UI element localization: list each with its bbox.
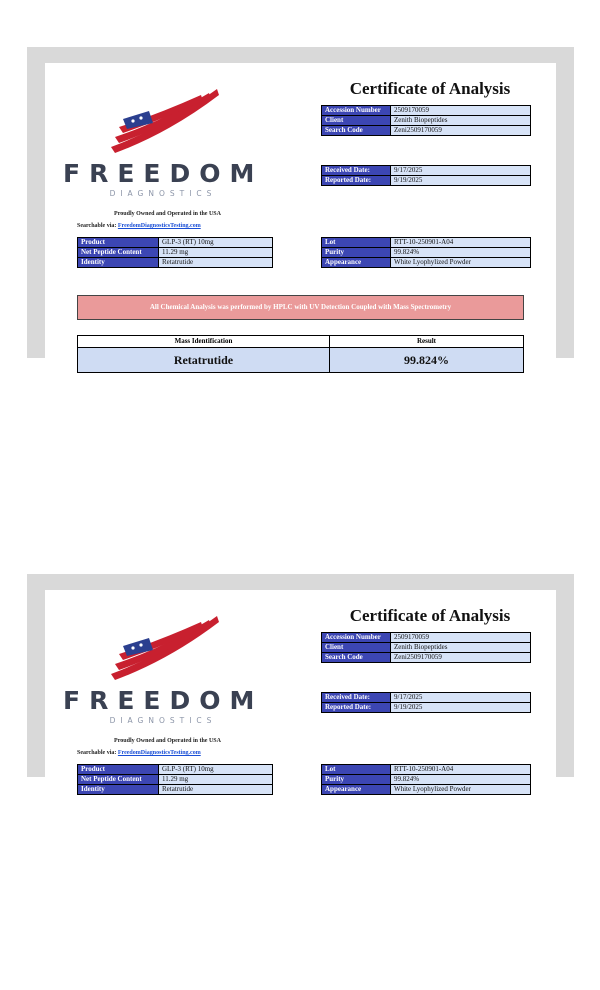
lot-table (321, 764, 531, 795)
searchable-line (77, 223, 201, 229)
net-peptide-value: 11.29 mg (159, 775, 273, 785)
received-date-value: 9/17/2025 (391, 166, 531, 176)
table-row (322, 633, 531, 643)
result-header: Result (329, 336, 523, 348)
accession-table (321, 105, 531, 136)
appearance-value: White Lyophylized Powder (391, 785, 531, 795)
mass-identification-header: Mass Identification (78, 336, 330, 348)
identity-value: Retatrutide (159, 258, 273, 268)
results-table (77, 335, 524, 373)
table-row (78, 348, 524, 373)
client-label: Client (322, 643, 391, 653)
freedom-diagnostics-logo (63, 83, 263, 213)
received-date-value: 9/17/2025 (391, 693, 531, 703)
table-row (322, 176, 531, 186)
searchable-link[interactable]: FreedomDiagnosticsTesting.com (117, 223, 201, 229)
result-value: 99.824% (329, 348, 523, 373)
table-row (322, 248, 531, 258)
appearance-label: Appearance (322, 258, 391, 268)
page-thumbnail-1[interactable] (27, 47, 574, 367)
accession-table (321, 632, 531, 663)
client-label: Client (322, 116, 391, 126)
table-row (78, 785, 273, 795)
table-row (322, 126, 531, 136)
searchable-label: Searchable via: (77, 223, 117, 229)
brand-subword: DIAGNOSTICS (109, 716, 217, 725)
table-row (322, 258, 531, 268)
client-value: Zenith Biopeptides (391, 643, 531, 653)
table-row (322, 116, 531, 126)
net-peptide-label: Net Peptide Content (78, 248, 159, 258)
table-row (78, 336, 524, 348)
identity-label: Identity (78, 258, 159, 268)
table-row (78, 238, 273, 248)
search-code-value: Zeni2509170059 (391, 126, 531, 136)
table-row (322, 653, 531, 663)
lot-label: Lot (322, 765, 391, 775)
product-value: GLP-3 (RT) 10mg (159, 238, 273, 248)
brand-subword: DIAGNOSTICS (109, 189, 217, 198)
analysis-method-banner: All Chemical Analysis was performed by HPLC with UV Detection Coupled with Mass Spectrometry (77, 295, 524, 320)
purity-label: Purity (322, 775, 391, 785)
reported-date-label: Reported Date: (322, 703, 391, 713)
lot-value: RTT-10-250901-A04 (391, 238, 531, 248)
table-row (322, 643, 531, 653)
reported-date-value: 9/19/2025 (391, 176, 531, 186)
table-row (78, 775, 273, 785)
searchable-link[interactable]: FreedomDiagnosticsTesting.com (117, 750, 201, 756)
lot-value: RTT-10-250901-A04 (391, 765, 531, 775)
table-row (78, 248, 273, 258)
accession-value: 2509170059 (391, 106, 531, 116)
table-row (322, 703, 531, 713)
received-date-label: Received Date: (322, 166, 391, 176)
product-table (77, 764, 273, 795)
purity-value: 99.824% (391, 775, 531, 785)
searchable-label: Searchable via: (77, 750, 117, 756)
certificate-page (45, 590, 556, 990)
table-row (322, 693, 531, 703)
accession-value: 2509170059 (391, 633, 531, 643)
net-peptide-value: 11.29 mg (159, 248, 273, 258)
received-date-label: Received Date: (322, 693, 391, 703)
appearance-label: Appearance (322, 785, 391, 795)
flag-swoosh-icon (105, 83, 225, 157)
freedom-diagnostics-logo (63, 610, 263, 740)
accession-label: Accession Number (322, 106, 391, 116)
certificate-page (45, 63, 556, 463)
dates-table (321, 165, 531, 186)
table-row (78, 765, 273, 775)
identity-value: Retatrutide (159, 785, 273, 795)
product-label: Product (78, 765, 159, 775)
table-row (322, 775, 531, 785)
certificate-title: Certificate of Analysis (349, 79, 511, 98)
searchable-line (77, 750, 201, 756)
purity-value: 99.824% (391, 248, 531, 258)
reported-date-value: 9/19/2025 (391, 703, 531, 713)
product-label: Product (78, 238, 159, 248)
search-code-value: Zeni2509170059 (391, 653, 531, 663)
table-row (322, 238, 531, 248)
search-code-label: Search Code (322, 653, 391, 663)
product-value: GLP-3 (RT) 10mg (159, 765, 273, 775)
lot-label: Lot (322, 238, 391, 248)
table-row (322, 765, 531, 775)
mass-identification-value: Retatrutide (78, 348, 330, 373)
certificate-title: Certificate of Analysis (349, 606, 511, 625)
lot-table (321, 237, 531, 268)
appearance-value: White Lyophylized Powder (391, 258, 531, 268)
owned-line: Proudly Owned and Operated in the USA (114, 738, 221, 744)
dates-table (321, 692, 531, 713)
reported-date-label: Reported Date: (322, 176, 391, 186)
table-row (322, 166, 531, 176)
table-row (78, 258, 273, 268)
table-row (322, 106, 531, 116)
brand-wordmark: FREEDOM (63, 159, 264, 188)
client-value: Zenith Biopeptides (391, 116, 531, 126)
owned-line: Proudly Owned and Operated in the USA (114, 211, 221, 217)
flag-swoosh-icon (105, 610, 225, 684)
net-peptide-label: Net Peptide Content (78, 775, 159, 785)
table-row (322, 785, 531, 795)
product-table (77, 237, 273, 268)
search-code-label: Search Code (322, 126, 391, 136)
purity-label: Purity (322, 248, 391, 258)
identity-label: Identity (78, 785, 159, 795)
accession-label: Accession Number (322, 633, 391, 643)
page-thumbnail-2[interactable] (27, 574, 574, 793)
brand-wordmark: FREEDOM (63, 686, 264, 715)
